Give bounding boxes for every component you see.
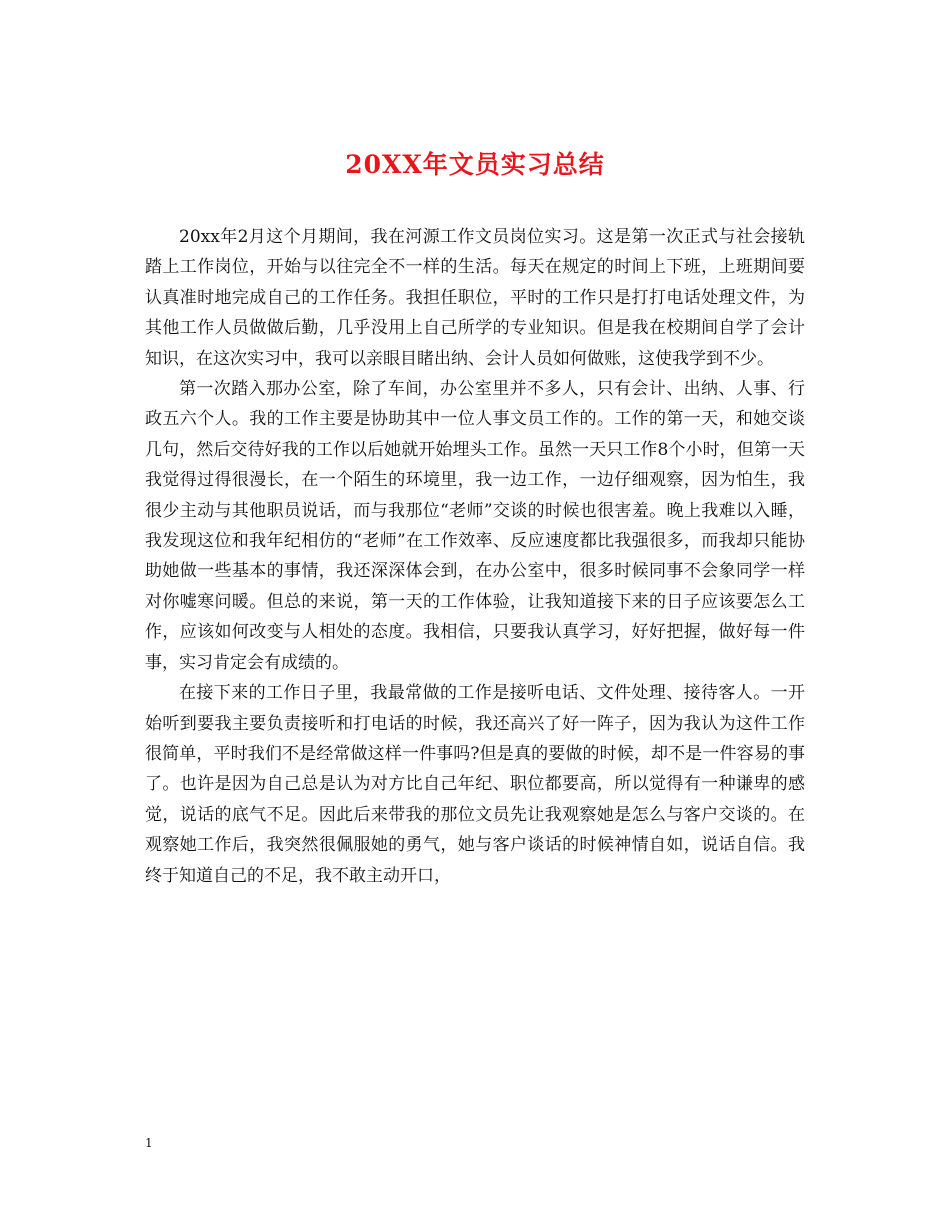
paragraph-2: 第一次踏入那办公室，除了车间，办公室里并不多人，只有会计、出纳、人事、行政五六个人。我的工作主要是协助其中一位人事文员工作的。工作的第一天，和她交谈几句，然后交待好我的工作以后她就开始埋头工作。虽然一天只工作8个小时，但第一天我觉得过得很漫长，在一个陌生的环境里，我一边工作，一边仔细观察，因为怕生，我很少主动与其他职员说话，而与我那位“老师”交谈的时候也很害羞。晚上我难以入睡，我发现这位和我年纪相仿的“老师”在工作效率、反应速度都比我强很多，而我却只能协助她做一些基本的事情，我还深深体会到，在办公室中，很多时候同事不会象同学一样对你嘘寒问暖。但总的来说，第一天的工作体验，让我知道接下来的日子应该要怎么工作，应该如何改变与人相处的态度。我相信，只要我认真学习，好好把握，做好每一件事，实习肯定会有成绩的。	[145, 379, 805, 673]
page-number: 1	[145, 1136, 153, 1150]
document-title: 20XX年文员实习总结	[345, 150, 605, 179]
paragraph-3: 在接下来的工作日子里，我最常做的工作是接听电话、文件处理、接待客人。一开始听到要我主要负责接听和打电话的时候，我还高兴了好一阵子，因为我认为这件工作很简单，平时我们不是经常做这样一件事吗?但是真的要做的时候，却不是一件容易的事了。也许是因为自己总是认为对方比自己年纪、职位都要高，所以觉得有一种谦卑的感觉，说话的底气不足。因此后来带我的那位文员先让我观察她是怎么与客户交谈的。在观察她工作后，我突然很佩服她的勇气，她与客户谈话的时候神情自如，说话自信。我终于知道自己的不足，我不敢主动开口，	[145, 683, 805, 886]
document-body	[145, 222, 805, 891]
paragraph-1: 20xx年2月这个月期间，我在河源工作文员岗位实习。这是第一次正式与社会接轨踏上工作岗位，开始与以往完全不一样的生活。每天在规定的时间上下班，上班期间要认真准时地完成自己的工作任务。我担任职位，平时的工作只是打打电话处理文件，为其他工作人员做做后勤，几乎没用上自己所学的专业知识。但是我在校期间自学了会计知识，在这次实习中，我可以亲眼目睹出纳、会计人员如何做账，这使我学到不少。	[145, 227, 805, 369]
